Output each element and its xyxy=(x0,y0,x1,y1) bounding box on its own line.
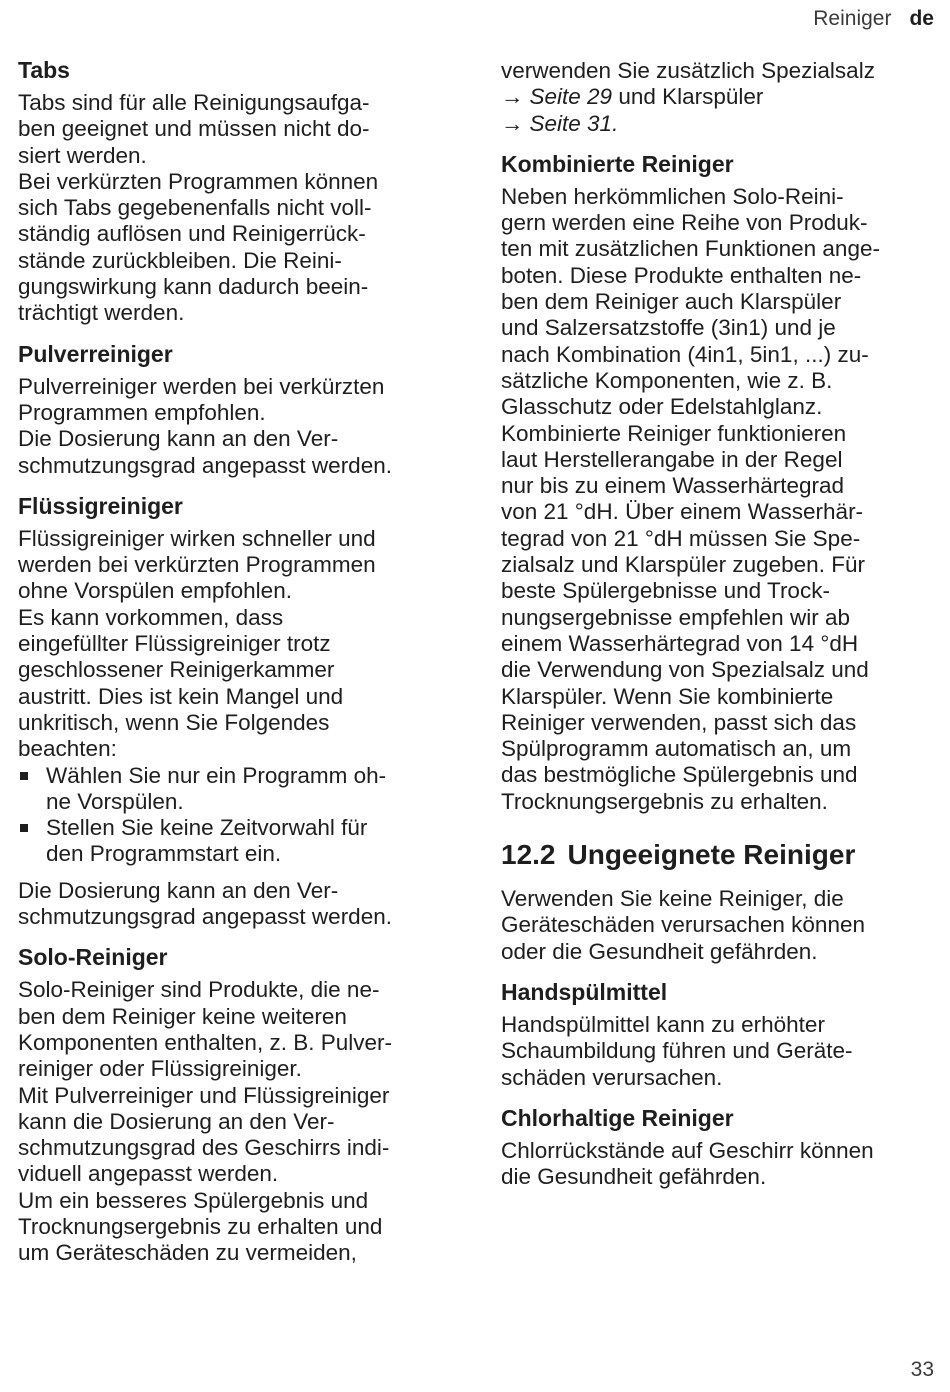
heading-fluessigreiniger: Flüssigreiniger xyxy=(18,492,183,519)
text-line: und Salzersatzstoffe (3in1) und je xyxy=(501,315,836,341)
text-line: siert werden. xyxy=(18,142,147,168)
text-line: stände zurückbleiben. Die Reini- xyxy=(18,247,342,273)
text-line: Handspülmittel kann zu erhöhter xyxy=(501,1011,825,1037)
section-number: 12.2 xyxy=(501,839,556,871)
heading-tabs: Tabs xyxy=(18,57,70,83)
text-line: boten. Diese Produkte enthalten ne- xyxy=(501,262,862,288)
section-tabs xyxy=(18,56,458,327)
text-line: ten mit zusätzlichen Funktionen ange- xyxy=(501,236,880,262)
text-line: gungswirkung kann dadurch beein- xyxy=(18,274,369,300)
text-line: werden bei verkürzten Programmen xyxy=(18,552,376,578)
text-line: oder die Gesundheit gefährden. xyxy=(501,938,818,964)
text-line: viduell angepasst werden. xyxy=(18,1161,279,1187)
text-line: unkritisch, wenn Sie Folgendes xyxy=(18,709,330,735)
text-line: Kombinierte Reiniger funktionieren xyxy=(501,420,847,446)
solo-paragraph-3 xyxy=(18,1188,458,1267)
text-line: einem Wasserhärtegrad von 14 °dH xyxy=(501,630,859,656)
text-line: Die Dosierung kann an den Ver- xyxy=(18,426,339,452)
text-line: Chlorrückstände auf Geschirr können xyxy=(501,1137,874,1163)
text-line: Glasschutz oder Edelstahlglanz. xyxy=(501,394,823,420)
text-line: Um ein besseres Spülergebnis und xyxy=(18,1187,369,1213)
text-line: Mit Pulverreiniger und Flüssigreiniger xyxy=(18,1082,390,1108)
text-line: zialsalz und Klarspüler zugeben. Für xyxy=(501,552,865,578)
text-line: Solo-Reiniger sind Produkte, die ne- xyxy=(18,977,380,1003)
text-line: Pulverreiniger werden bei verkürzten xyxy=(18,373,385,399)
section-kombinierte-reiniger xyxy=(501,150,933,815)
text-line: geschlossener Reinigerkammer xyxy=(18,657,335,683)
list-item xyxy=(18,815,458,868)
heading-kombinierte-reiniger: Kombinierte Reiniger xyxy=(501,150,734,177)
cross-reference[interactable] xyxy=(501,111,933,137)
pulver-paragraph-1 xyxy=(18,374,458,427)
text-line: reiniger oder Flüssigreiniger. xyxy=(18,1056,302,1082)
right-column xyxy=(501,58,933,1203)
text-line: schmutzungsgrad des Geschirrs indi- xyxy=(18,1135,390,1161)
text-fragment: und Klarspüler xyxy=(612,84,764,110)
section-pulverreiniger xyxy=(18,340,458,479)
text-line: den Programmstart ein. xyxy=(46,841,282,867)
tabs-paragraph-1 xyxy=(18,90,458,169)
text-line: ben dem Reiniger auch Klarspüler xyxy=(501,289,842,315)
text-line: Neben herkömmlichen Solo-Reini- xyxy=(501,183,844,209)
square-bullet-icon xyxy=(20,772,28,780)
text-fragment: . xyxy=(612,110,619,136)
page-reference-link[interactable]: Seite 31 xyxy=(529,110,613,136)
text-line: Klarspüler. Wenn Sie kombinierte xyxy=(501,683,834,709)
heading-chlorhaltige-reiniger: Chlorhaltige Reiniger xyxy=(501,1104,734,1131)
fluessig-paragraph-2 xyxy=(18,605,458,763)
text-line: sich Tabs gegebenenfalls nicht voll- xyxy=(18,195,372,221)
text-line: Programmen empfohlen. xyxy=(18,399,266,425)
section-fluessigreiniger xyxy=(18,492,458,930)
section-solo-reiniger xyxy=(18,943,458,1266)
section-handspuelmittel xyxy=(501,978,933,1091)
text-line: ben geeignet und müssen nicht do- xyxy=(18,116,370,142)
heading-handspuelmittel: Handspülmittel xyxy=(501,978,668,1005)
solo-paragraph-2 xyxy=(18,1083,458,1188)
text-line: ne Vorspülen. xyxy=(46,788,184,814)
heading-solo-reiniger: Solo-Reiniger xyxy=(18,944,168,971)
text-line: verwenden Sie zusätzlich Spezialsalz xyxy=(501,58,875,83)
text-line: trächtigt werden. xyxy=(18,300,185,326)
text-line: gern werden eine Reihe von Produk- xyxy=(501,210,868,236)
tabs-paragraph-2 xyxy=(18,169,458,327)
section-intro xyxy=(501,886,933,965)
heading-pulverreiniger: Pulverreiniger xyxy=(18,340,173,367)
cross-reference[interactable] xyxy=(501,84,933,110)
section-title: Ungeeignete Reiniger xyxy=(567,839,856,871)
text-line: Bei verkürzten Programmen können xyxy=(18,168,379,194)
text-line: nungsergebnisse empfehlen wir ab xyxy=(501,604,850,630)
text-line: Es kann vorkommen, dass xyxy=(18,604,284,630)
text-line: Wählen Sie nur ein Programm oh- xyxy=(46,762,387,788)
text-line: Schaumbildung führen und Geräte- xyxy=(501,1038,853,1064)
text-line: Spülprogramm automatisch an, um xyxy=(501,736,852,762)
text-line: Tabs sind für alle Reinigungsaufga- xyxy=(18,90,370,115)
text-line: beste Spülergebnisse und Trock- xyxy=(501,578,830,604)
pulver-paragraph-2 xyxy=(18,426,458,479)
header-language: de xyxy=(909,7,934,30)
text-line: die Gesundheit gefährden. xyxy=(501,1164,767,1190)
section-heading-12-2 xyxy=(501,839,933,871)
text-line: ohne Vorspülen empfohlen. xyxy=(18,578,292,604)
text-line: schmutzungsgrad angepasst werden. xyxy=(18,904,392,930)
fluessig-paragraph-3 xyxy=(18,878,458,931)
text-line: eingefüllter Flüssigreiniger trotz xyxy=(18,631,331,657)
text-line: austritt. Dies ist kein Mangel und xyxy=(18,683,344,709)
text-line: ben dem Reiniger keine weiteren xyxy=(18,1003,347,1029)
text-line: Stellen Sie keine Zeitvorwahl für xyxy=(46,815,368,841)
text-line: Verwenden Sie keine Reiniger, die xyxy=(501,886,844,912)
text-line: Komponenten enthalten, z. B. Pulver- xyxy=(18,1029,392,1055)
arrow-right-icon: → xyxy=(501,84,524,110)
fluessig-paragraph-1 xyxy=(18,526,458,605)
text-line: Geräteschäden verursachen können xyxy=(501,912,865,938)
square-bullet-icon xyxy=(20,824,28,832)
text-line: schmutzungsgrad angepasst werden. xyxy=(18,452,392,478)
header-section: Reiniger xyxy=(813,7,892,30)
solo-paragraph-1 xyxy=(18,977,458,1082)
left-column xyxy=(18,56,458,1280)
text-line: das bestmögliche Spülergebnis und xyxy=(501,762,858,788)
kombi-paragraph-1 xyxy=(501,184,933,421)
text-line: ständig auflösen und Reinigerrück- xyxy=(18,221,366,247)
text-line: laut Herstellerangabe in der Regel xyxy=(501,446,843,472)
page-number: 33 xyxy=(910,1358,934,1381)
hand-paragraph xyxy=(501,1012,933,1091)
text-line: die Verwendung von Spezialsalz und xyxy=(501,657,869,683)
arrow-right-icon: → xyxy=(501,110,524,136)
text-line: um Geräteschäden zu vermeiden, xyxy=(18,1240,357,1266)
text-line: tegrad von 21 °dH müssen Sie Spe- xyxy=(501,525,861,551)
text-line: Flüssigreiniger wirken schneller und xyxy=(18,525,376,551)
page-reference-link[interactable]: Seite 29 xyxy=(529,84,613,110)
page-header xyxy=(813,7,934,31)
text-line: nach Kombination (4in1, 5in1, ...) zu- xyxy=(501,341,869,367)
text-line: Reiniger verwenden, passt sich das xyxy=(501,709,857,735)
section-chlorhaltige-reiniger xyxy=(501,1104,933,1191)
text-line: kann die Dosierung an den Ver- xyxy=(18,1108,335,1134)
fluessig-bullet-list xyxy=(18,763,458,868)
kombi-paragraph-2 xyxy=(501,421,933,815)
list-item xyxy=(18,763,458,816)
text-line: schäden verursachen. xyxy=(501,1064,723,1090)
text-line: Trocknungsergebnis zu erhalten. xyxy=(501,788,828,814)
text-line: von 21 °dH. Über einem Wasserhär- xyxy=(501,499,864,525)
text-line: Trocknungsergebnis zu erhalten und xyxy=(18,1213,383,1239)
text-line: Die Dosierung kann an den Ver- xyxy=(18,877,339,903)
text-line: beachten: xyxy=(18,736,117,762)
text-line: sätzliche Komponenten, wie z. B. xyxy=(501,367,833,393)
chlor-paragraph xyxy=(501,1138,933,1191)
text-line: nur bis zu einem Wasserhärtegrad xyxy=(501,473,845,499)
continued-text xyxy=(501,58,933,137)
